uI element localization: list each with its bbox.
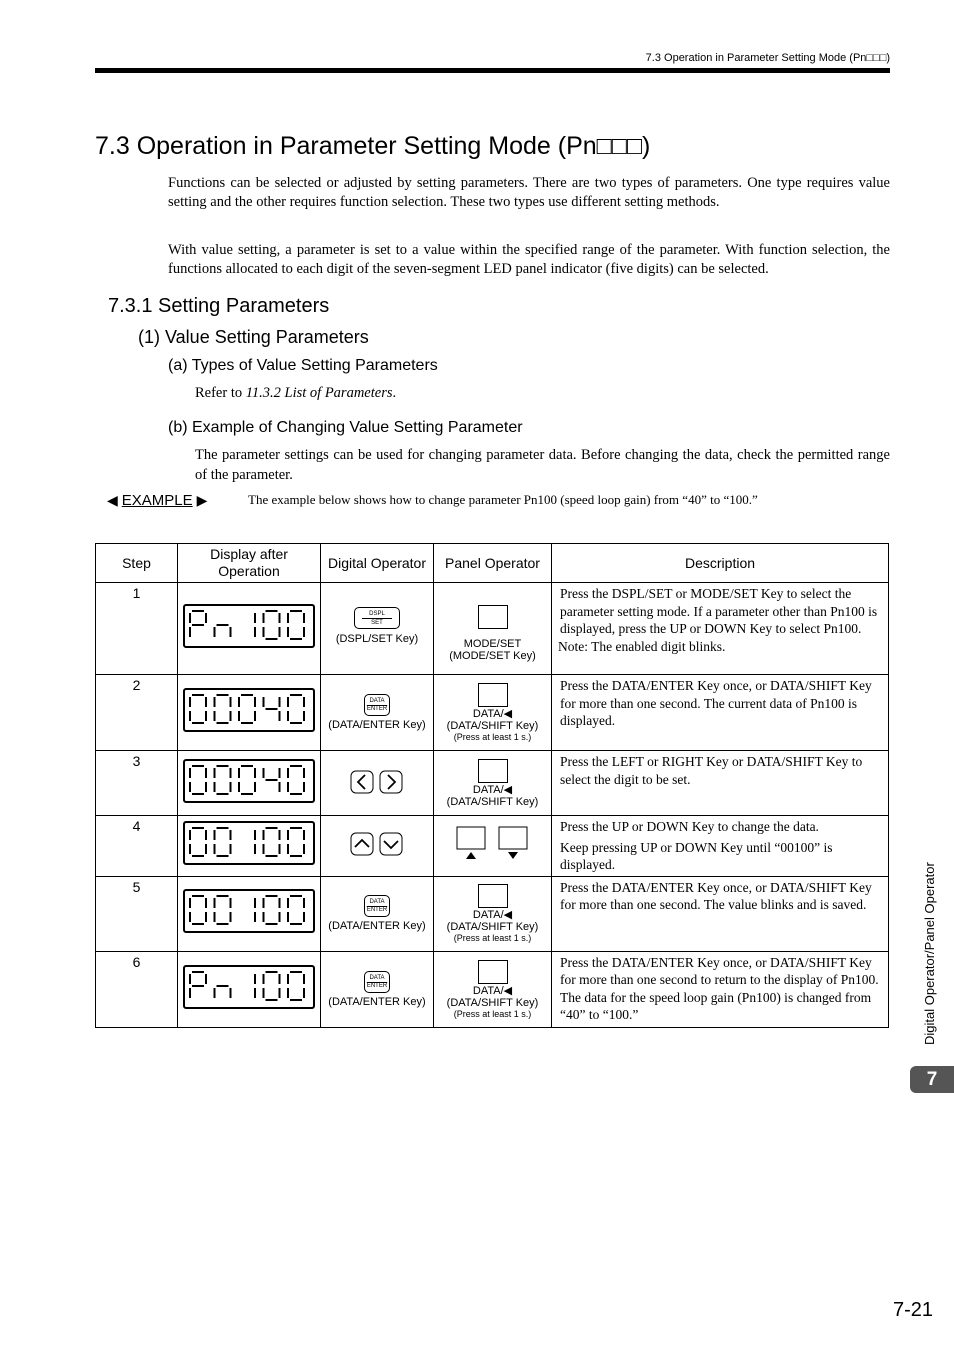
table-row [96, 876, 889, 951]
triangle-right-icon: ▶ [196, 492, 208, 508]
panel-operator-cell [434, 816, 552, 877]
example-text: The example below shows how to change parameter Pn100 (speed loop gain) from “40” to “100.” [248, 492, 758, 507]
right-key[interactable] [380, 771, 402, 793]
part-b-text: The parameter settings can be used for changing parameter data. Before changing the data, check the permitted range of the parameter. [195, 447, 890, 483]
description-cell: Press the DATA/ENTER Key once, or DATA/SHIFT Key for more than one second. The current data of Pn100 is displayed. [552, 675, 889, 751]
panel-key-caption: (DATA/SHIFT Key) [446, 720, 539, 732]
data-enter-key[interactable]: DATA ENTER [364, 895, 390, 917]
panel-operator-cell [434, 876, 552, 951]
header-rule [95, 68, 890, 73]
step-number: 5 [96, 876, 178, 951]
description-cell: Press the DATA/ENTER Key once, or DATA/SHIFT Key for more than one second. The value blinks and is saved. [552, 876, 889, 951]
chapter-tab: 7 [910, 1066, 954, 1093]
data-shift-key[interactable] [478, 960, 508, 984]
description-cell: Press the UP or DOWN Key to change the data. Keep pressing UP or DOWN Key until “00100” is displayed. [552, 816, 889, 877]
column-header-step: Step [96, 544, 178, 583]
led-display [183, 965, 315, 1009]
description-cell: Press the LEFT or RIGHT Key or DATA/SHIFT Key to select the digit to be set. [552, 751, 889, 816]
dspl-set-key[interactable]: DSPL SET [354, 607, 400, 629]
panel-up-down-keys [453, 826, 533, 862]
data-shift-key[interactable] [478, 884, 508, 908]
mode-set-key[interactable] [478, 605, 508, 629]
up-down-keys [350, 832, 404, 856]
key-caption: (DATA/ENTER Key) [328, 995, 426, 1008]
led-display [183, 759, 315, 803]
running-head: 7.3 Operation in Parameter Setting Mode (Pn□□□) [645, 52, 890, 64]
left-key[interactable] [351, 771, 373, 793]
subsubsection-title: (1) Value Setting Parameters [138, 327, 369, 347]
panel-key-label: DATA/◀ [472, 783, 513, 796]
step-number: 6 [96, 951, 178, 1027]
description-cell: Press the DSPL/SET or MODE/SET Key to select the parameter setting mode. If a parameter other than Pn100 is displayed, press the UP or DOWN Key to select Pn100. Note: The enabled digit blinks. [552, 583, 889, 675]
column-header-digital-operator: Digital Operator [321, 544, 434, 583]
panel-operator-cell [434, 751, 552, 816]
intro-paragraph-2: With value setting, a parameter is set to a value within the specified range of the parameter. With function selection, the functions allocated to each digit of the seven-segment LED panel indicator (five digits) can be selected. [168, 242, 890, 277]
step-number: 4 [96, 816, 178, 877]
digital-operator-cell [321, 583, 434, 675]
panel-key-note: (Press at least 1 s.) [453, 933, 532, 943]
panel-operator-cell [434, 951, 552, 1027]
page-number: 7-21 [893, 1299, 934, 1321]
part-a-title: (a) Types of Value Setting Parameters [168, 357, 438, 374]
data-shift-key[interactable] [478, 759, 508, 783]
panel-up-key[interactable] [457, 827, 485, 859]
left-right-keys [350, 770, 404, 794]
digital-operator-cell [321, 816, 434, 877]
data-shift-key[interactable] [478, 683, 508, 707]
steps-table [95, 543, 889, 1028]
panel-key-label: DATA/◀ [472, 909, 513, 921]
digital-operator-cell [321, 876, 434, 951]
example-label: EXAMPLE [121, 492, 193, 509]
panel-down-key[interactable] [499, 827, 527, 859]
led-display [183, 889, 315, 933]
panel-key-note: (Press at least 1 s.) [453, 1008, 532, 1019]
display-cell [178, 876, 321, 951]
display-cell [178, 951, 321, 1027]
down-key[interactable] [380, 833, 402, 855]
up-key[interactable] [351, 833, 373, 855]
intro-paragraph-1: Functions can be selected or adjusted by setting parameters. There are two types of parameters. One type requires value setting and the other requires function selection. These two types use different setting methods. [168, 175, 890, 210]
step-number: 1 [96, 583, 178, 675]
led-display [183, 688, 315, 732]
panel-key-label: MODE/SET [463, 638, 522, 650]
key-caption: (DSPL/SET Key) [335, 632, 419, 645]
key-caption: (DATA/ENTER Key) [328, 920, 426, 932]
digital-operator-cell [321, 951, 434, 1027]
panel-key-caption: (MODE/SET Key) [449, 650, 536, 662]
digital-operator-cell [321, 675, 434, 751]
panel-key-label: DATA/◀ [472, 984, 513, 997]
step-number: 3 [96, 751, 178, 816]
column-header-panel-operator: Panel Operator [434, 544, 552, 583]
part-b-title: (b) Example of Changing Value Setting Parameter [168, 419, 523, 436]
display-cell [178, 751, 321, 816]
table-row [96, 951, 889, 1027]
part-a-reference: Refer to 11.3.2 List of Parameters. [195, 385, 397, 401]
panel-key-label: DATA/◀ [472, 708, 513, 720]
led-display [183, 821, 315, 865]
panel-key-caption: (DATA/SHIFT Key) [446, 921, 539, 933]
example-badge [107, 492, 207, 509]
panel-key-caption: (DATA/SHIFT Key) [446, 996, 539, 1009]
description-cell: Press the DATA/ENTER Key once, or DATA/SHIFT Key for more than one second to return to the display of Pn100. The data for the speed loop gain (Pn100) is changed from “40” to “100.” [552, 951, 889, 1027]
table-row [96, 751, 889, 816]
led-display [183, 604, 315, 648]
panel-operator-cell [434, 583, 552, 675]
column-header-display: Display after Operation [178, 544, 321, 583]
reference-link[interactable]: 11.3.2 List of Parameters [245, 385, 393, 401]
table-header-row [96, 544, 889, 583]
table-row [96, 583, 889, 675]
chapter-side-label: Digital Operator/Panel Operator [922, 862, 937, 1045]
panel-operator-cell [434, 675, 552, 751]
data-enter-key[interactable]: DATA ENTER [364, 694, 390, 716]
step-number: 2 [96, 675, 178, 751]
key-caption: (DATA/ENTER Key) [328, 719, 426, 731]
triangle-left-icon: ◀ [107, 492, 118, 508]
panel-key-caption: (DATA/SHIFT Key) [446, 795, 539, 808]
digital-operator-cell [321, 751, 434, 816]
subsection-title: 7.3.1 Setting Parameters [108, 295, 330, 317]
display-cell [178, 675, 321, 751]
table-row [96, 816, 889, 877]
panel-key-note: (Press at least 1 s.) [453, 732, 532, 742]
display-cell [178, 583, 321, 675]
section-title: 7.3 Operation in Parameter Setting Mode (Pn□□□) [95, 132, 651, 160]
column-header-description: Description [552, 544, 889, 583]
display-cell [178, 816, 321, 877]
table-row [96, 675, 889, 751]
data-enter-key[interactable]: DATA ENTER [364, 971, 390, 993]
